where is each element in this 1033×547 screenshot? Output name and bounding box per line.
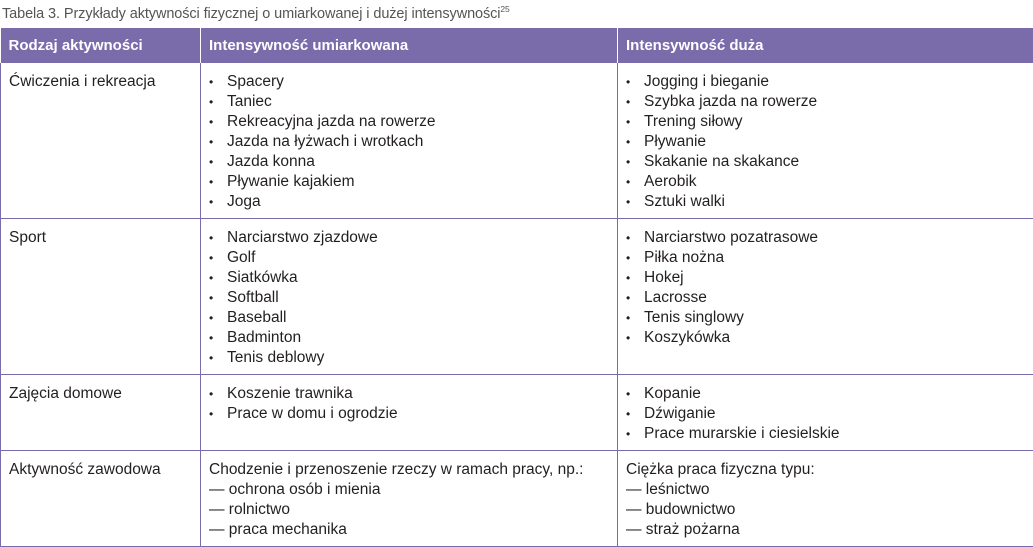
vigorous-activities-cell <box>618 219 1033 375</box>
list-item: — rolnictwo <box>209 500 617 520</box>
list-item: • Koszenie trawnika <box>209 384 617 404</box>
list-item: • Siatkówka <box>209 268 617 288</box>
list-item: • Spacery <box>209 72 617 92</box>
moderate-activities-cell <box>201 451 618 547</box>
list-item: • Taniec <box>209 92 617 112</box>
vigorous-activities-cell <box>618 375 1033 451</box>
list-item: — straż pożarna <box>626 520 1033 540</box>
activity-category: Ćwiczenia i rekreacja <box>1 63 201 219</box>
header-moderate-intensity: Intensywność umiarkowana <box>201 28 618 63</box>
moderate-activities-cell <box>201 219 618 375</box>
list-item: — praca mechanika <box>209 520 617 540</box>
moderate-activities-cell <box>201 63 618 219</box>
moderate-activity-list <box>209 384 617 424</box>
list-item: • Pływanie <box>626 132 1033 152</box>
list-item: • Lacrosse <box>626 288 1033 308</box>
list-item: — ochrona osób i mienia <box>209 480 617 500</box>
list-item: — leśnictwo <box>626 480 1033 500</box>
activity-table <box>0 28 1033 547</box>
list-item: • Jazda na łyżwach i wrotkach <box>209 132 617 152</box>
vigorous-activities-cell <box>618 63 1033 219</box>
moderate-lead-text: Chodzenie i przenoszenie rzeczy w ramach pracy, np.: <box>209 460 617 480</box>
list-item: • Prace w domu i ogrodzie <box>209 404 617 424</box>
list-item: • Dźwiganie <box>626 404 1033 424</box>
table-row-occupational <box>1 451 1033 547</box>
list-item: • Sztuki walki <box>626 192 1033 212</box>
table-row-exercise-recreation <box>1 63 1033 219</box>
list-item: • Softball <box>209 288 617 308</box>
vigorous-activity-list <box>626 72 1033 212</box>
moderate-activity-list <box>209 228 617 368</box>
caption-text: Tabela 3. Przykłady aktywności fizycznej o umiarkowanej i dużej intensywności <box>2 6 500 22</box>
list-item: • Pływanie kajakiem <box>209 172 617 192</box>
table-row-sport <box>1 219 1033 375</box>
list-item: • Baseball <box>209 308 617 328</box>
table-caption <box>2 4 510 22</box>
list-item: • Kopanie <box>626 384 1033 404</box>
list-item: • Jazda konna <box>209 152 617 172</box>
header-vigorous-intensity: Intensywność duża <box>618 28 1033 63</box>
list-item: • Badminton <box>209 328 617 348</box>
list-item: • Golf <box>209 248 617 268</box>
vigorous-lead-text: Ciężka praca fizyczna typu: <box>626 460 1033 480</box>
list-item: • Koszykówka <box>626 328 1033 348</box>
list-item: • Skakanie na skakance <box>626 152 1033 172</box>
list-item: • Piłka nożna <box>626 248 1033 268</box>
activity-category: Sport <box>1 219 201 375</box>
list-item: • Narciarstwo zjazdowe <box>209 228 617 248</box>
list-item: • Hokej <box>626 268 1033 288</box>
caption-footnote-ref: 25 <box>500 4 509 14</box>
header-activity-type: Rodzaj aktywności <box>1 28 201 63</box>
list-item: • Joga <box>209 192 617 212</box>
vigorous-activity-list <box>626 384 1033 444</box>
activity-category: Zajęcia domowe <box>1 375 201 451</box>
table-row-household <box>1 375 1033 451</box>
moderate-activities-cell <box>201 375 618 451</box>
list-item: — budownictwo <box>626 500 1033 520</box>
table-header-row <box>1 28 1033 63</box>
moderate-activity-list <box>209 480 617 540</box>
vigorous-activity-list <box>626 228 1033 348</box>
list-item: • Tenis deblowy <box>209 348 617 368</box>
vigorous-activities-cell <box>618 451 1033 547</box>
vigorous-activity-list <box>626 480 1033 540</box>
list-item: • Trening siłowy <box>626 112 1033 132</box>
moderate-activity-list <box>209 72 617 212</box>
list-item: • Aerobik <box>626 172 1033 192</box>
list-item: • Jogging i bieganie <box>626 72 1033 92</box>
list-item: • Narciarstwo pozatrasowe <box>626 228 1033 248</box>
list-item: • Szybka jazda na rowerze <box>626 92 1033 112</box>
list-item: • Prace murarskie i ciesielskie <box>626 424 1033 444</box>
list-item: • Rekreacyjna jazda na rowerze <box>209 112 617 132</box>
activity-category: Aktywność zawodowa <box>1 451 201 547</box>
list-item: • Tenis singlowy <box>626 308 1033 328</box>
